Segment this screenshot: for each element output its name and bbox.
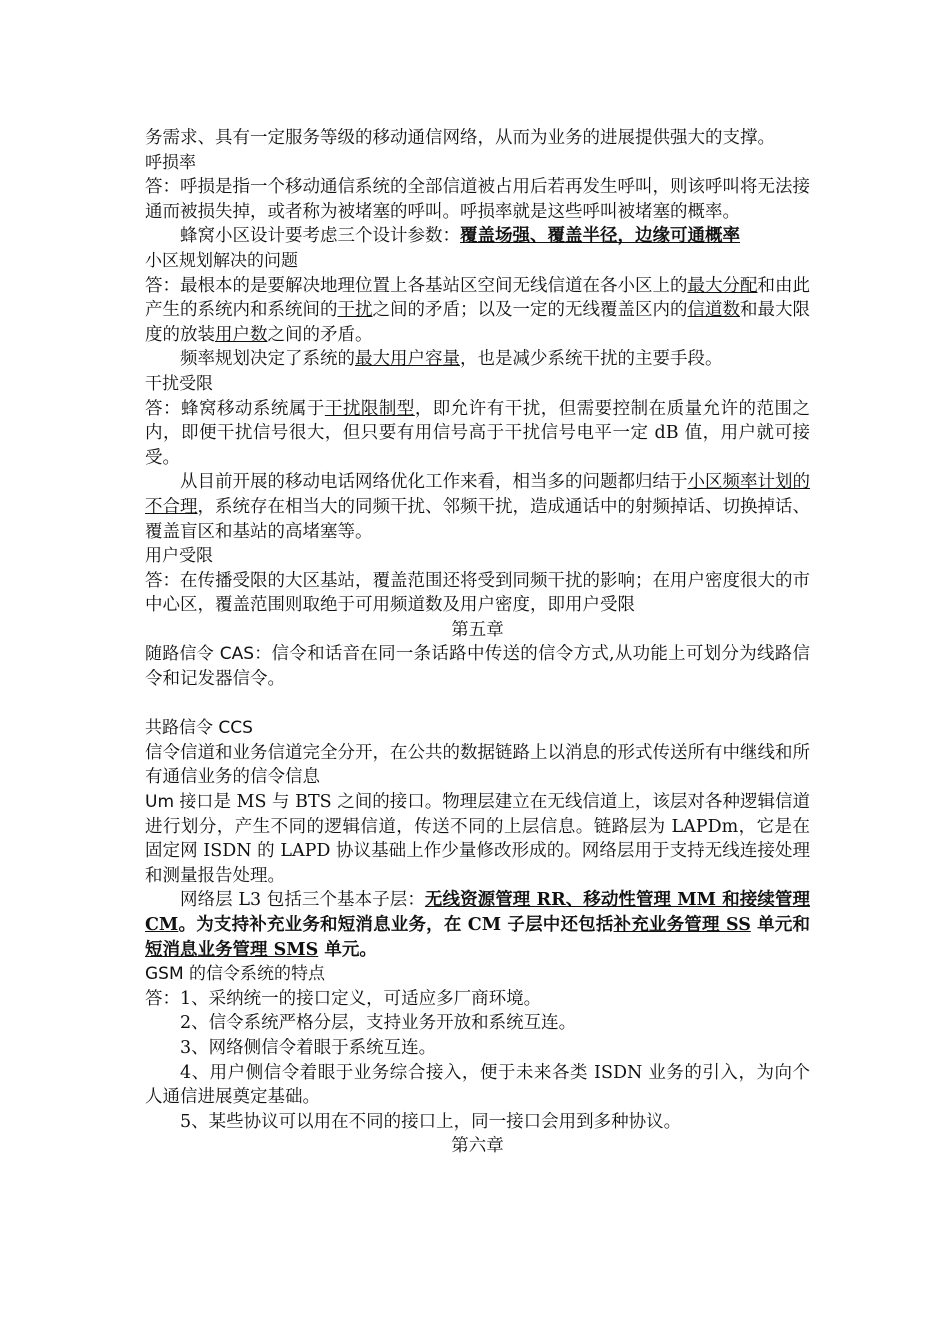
underlined-term: 信道数	[687, 300, 740, 321]
frequency-planning-paragraph	[145, 347, 810, 372]
blank-line	[145, 692, 810, 717]
chapter-5-heading: 第五章	[451, 619, 504, 640]
text: 答：蜂窝移动系统属于	[145, 398, 325, 419]
bold-text: 单元和	[750, 915, 811, 935]
um-interface-paragraph	[145, 790, 810, 888]
heading-ccs: 共路信令 CCS	[145, 718, 253, 739]
underlined-term: 最大用户容量	[355, 349, 460, 370]
underlined-term: 干扰	[337, 300, 373, 321]
heading-cell-planning: 小区规划解决的问题	[145, 250, 298, 271]
cell-params-value: 覆盖场强、覆盖半径，边缘可通概率	[460, 226, 740, 247]
heading-gsm-signaling: GSM 的信令系统的特点	[145, 964, 326, 985]
document-page	[145, 126, 810, 1159]
bold-text: 。为支持补充业务和短消息业务，在 CM 子层中还包括	[178, 915, 614, 935]
gsm-point-5: 5、某些协议可以用在不同的接口上，同一接口会用到多种协议。	[180, 1111, 682, 1132]
bold-text: 单元。	[318, 939, 377, 960]
heading-call-loss: 呼损率	[145, 152, 196, 173]
cell-params-paragraph	[145, 224, 810, 249]
heading-user-limited: 用户受限	[145, 546, 213, 567]
underlined-term: 小区频率计划的不合理	[145, 472, 810, 517]
gsm-point-1: 答：1、采纳统一的接口定义，可适应多厂商环境。	[145, 988, 542, 1009]
text: 和最大限度的放装	[145, 300, 810, 345]
optimization-paragraph	[145, 470, 810, 544]
text: ，即允许有干扰，但需要控制在质量允许的范围之内，即便干扰信号很大，但只要有用信号高于干扰信号电平一定 dB 值，用户就可接受。	[145, 398, 811, 468]
text: 频率规划决定了系统的	[180, 349, 355, 370]
gsm-point-3: 3、网络侧信令着眼于系统互连。	[180, 1037, 437, 1058]
underlined-term: 最大分配	[687, 275, 758, 296]
call-loss-answer: 答：呼损是指一个移动通信系统的全部信道被占用后若再发生呼叫，则该呼叫将无法接通而被损失掉，或者称为被堵塞的呼叫。呼损率就是这些呼叫被堵塞的概率。	[145, 177, 810, 222]
text: 是 MS 与 BTS 之间的接口。物理层建立在无线信道上，该层对各种逻辑信道进行划分，产生不同的逻辑信道，传送不同的上层信息。链路层为 LAPDm，它是在固定网 ISDN 的 LAPD 协议基础上作少量修改形成的。网络层用于支持无线连接处理和测量报告处理。	[145, 792, 810, 886]
text: ，系统存在相当大的同频干扰、邻频干扰，造成通话中的射频掉话、切换掉话、覆盖盲区和基站的高堵塞等。	[145, 496, 810, 542]
cell-params-lead: 蜂窝小区设计要考虑三个设计参数：	[180, 226, 460, 247]
interference-answer	[145, 397, 810, 471]
heading-interference-limited: 干扰受限	[145, 373, 213, 394]
paragraph-continuation: 务需求、具有一定服务等级的移动通信网络，从而为业务的进展提供强大的支撑。	[145, 128, 775, 148]
text: 从目前开展的移动电话网络优化工作来看，相当多的问题都归结于	[180, 472, 688, 493]
text: 之间的矛盾。	[267, 324, 373, 345]
chapter-6-heading: 第六章	[451, 1136, 504, 1157]
cell-planning-answer	[145, 274, 810, 348]
user-limited-answer: 答：在传播受限的大区基站，覆盖范围还将受到同频干扰的影响；在用户密度很大的市中心区，覆盖范围则取绝于可用频道数及用户密度，即用户受限	[145, 570, 810, 616]
underlined-term: 补充业务管理 SS	[613, 915, 751, 935]
text: 和由此产生的系统内和系统间的	[145, 275, 810, 321]
l3-paragraph	[145, 888, 810, 962]
ccs-paragraph: 信令信道和业务信道完全分开，在公共的数据链路上以消息的形式传送所有中继线和所有通信业务的信令信息	[145, 742, 810, 788]
gsm-point-2: 2、信令系统严格分层，支持业务开放和系统互连。	[180, 1013, 577, 1034]
text: 答：最根本的是要解决地理位置上各基站区空间无线信道在各小区上的	[145, 275, 688, 296]
text: ，也是减少系统干扰的主要手段。	[460, 349, 723, 370]
text: 信令和话音在同一条话路中传送的信令方式,从功能上可划分为线路信令和记发器信令。	[145, 644, 811, 690]
um-label: Um 接口	[145, 792, 214, 813]
underlined-term: 用户数	[215, 324, 268, 345]
underlined-term: 无线资源管理 RR、移动性管理 MM 和接续管理 CM	[145, 890, 810, 935]
underlined-term: 短消息业务管理 SMS	[145, 939, 319, 960]
gsm-point-4: 4、用户侧信令着眼于业务综合接入，便于未来各类 ISDN 业务的引入，为向个人通信进展奠定基础。	[145, 1062, 810, 1108]
cas-paragraph	[145, 642, 810, 691]
text: 之间的矛盾；以及一定的无线覆盖区内的	[372, 300, 688, 321]
cas-label: 随路信令 CAS：	[145, 644, 272, 665]
underlined-term: 干扰限制型	[324, 398, 415, 419]
text: 网络层 L3 包括三个基本子层：	[180, 890, 425, 911]
